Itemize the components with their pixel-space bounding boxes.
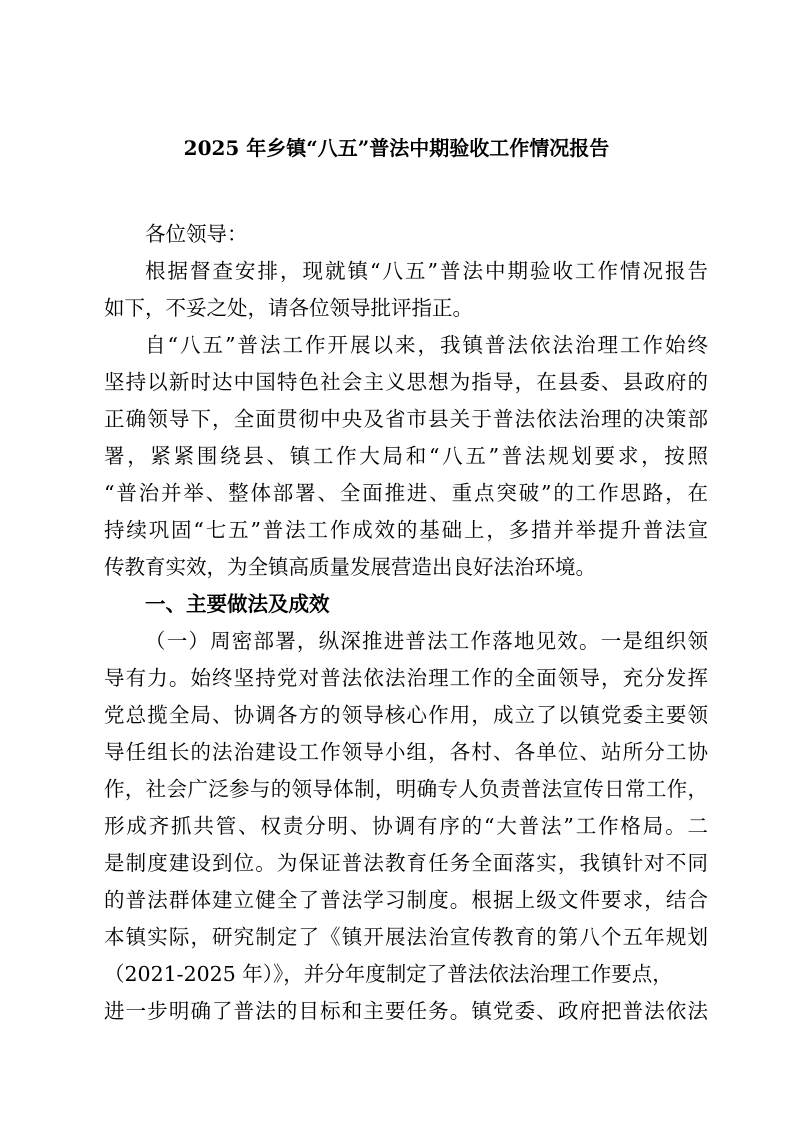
paragraph-line: 进一步明确了普法的目标和主要任务。镇党委、政府把普法依法 [104, 999, 708, 1023]
paragraph-line: 的普法群体建立健全了普法学习制度。根据上级文件要求，结合 [104, 888, 708, 912]
paragraph-line: （一）周密部署，纵深推进普法工作落地见效。一是组织领 [145, 629, 708, 653]
paragraph-line: 党总揽全局、协调各方的领导核心作用，成立了以镇党委主要领 [104, 703, 708, 727]
paragraph-line: 是制度建设到位。为保证普法教育任务全面落实，我镇针对不同 [104, 851, 708, 875]
paragraph-line: 导任组长的法治建设工作领导小组，各村、各单位、站所分工协 [104, 740, 708, 764]
paragraph-line: 持续巩固“七五”普法工作成效的基础上，多措并举提升普法宣 [104, 518, 708, 542]
paragraph-line: 如下，不妥之处，请各位领导批评指正。 [104, 296, 473, 320]
paragraph-line: 形成齐抓共管、权责分明、协调有序的“大普法”工作格局。二 [104, 814, 708, 838]
section-heading: 一、主要做法及成效 [145, 592, 330, 616]
paragraph-line: 署，紧紧围绕县、镇工作大局和“八五”普法规划要求，按照 [104, 444, 708, 468]
salutation-line: 各位领导： [145, 222, 248, 246]
paragraph-line: 根据督查安排，现就镇“八五”普法中期验收工作情况报告 [145, 259, 708, 283]
paragraph-line: 本镇实际，研究制定了《镇开展法治宣传教育的第八个五年规划 [104, 925, 708, 949]
paragraph-line: （2021-2025 年）》，并分年度制定了普法依法治理工作要点， [104, 962, 673, 986]
paragraph-line: 坚持以新时达中国特色社会主义思想为指导，在县委、县政府的 [104, 370, 708, 394]
document-body [104, 216, 708, 1030]
paragraph-line: 导有力。始终坚持党对普法依法治理工作的全面领导，充分发挥 [104, 666, 708, 690]
paragraph-line: “普治并举、整体部署、全面推进、重点突破”的工作思路，在 [104, 481, 708, 505]
paragraph-line: 正确领导下，全面贯彻中央及省市县关于普法依法治理的决策部 [104, 407, 708, 431]
paragraph-line: 自“八五”普法工作开展以来，我镇普法依法治理工作始终 [145, 333, 708, 357]
paragraph-line: 传教育实效，为全镇高质量发展营造出良好法治环境。 [104, 555, 596, 579]
paragraph-line: 作，社会广泛参与的领导体制，明确专人负责普法宣传日常工作， [104, 777, 708, 801]
document-title: 2025 年乡镇“八五”普法中期验收工作情况报告 [183, 136, 610, 160]
